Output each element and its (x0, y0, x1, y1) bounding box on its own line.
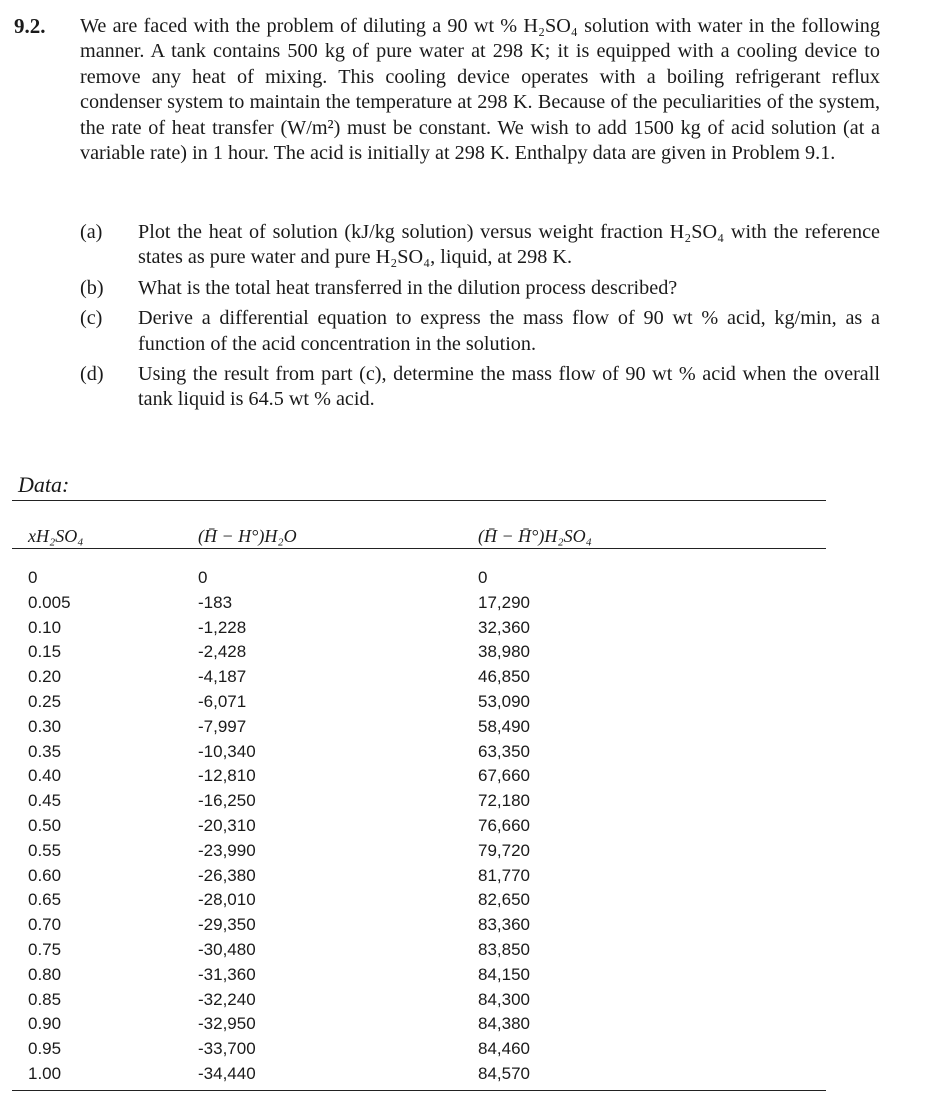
cell-h-h2o: -10,340 (198, 741, 256, 761)
column-h-h2o (198, 566, 256, 1087)
cell-x-h2so4: 0.15 (28, 642, 62, 662)
part-d (80, 362, 880, 413)
part-d-label: (d) (80, 363, 104, 386)
table-top-rule (12, 500, 826, 501)
cell-x-h2so4: 0.70 (28, 915, 62, 935)
cell-x-h2so4: 0.65 (28, 890, 62, 910)
part-a-text: Plot the heat of solution (kJ/kg solution) versus weight fraction H₂SO₄ with the reference states as pure water and pure H₂SO₄, liquid, at 298 K. (138, 221, 880, 269)
cell-x-h2so4: 0.50 (28, 815, 62, 835)
cell-h-h2o: -23,990 (198, 840, 256, 860)
cell-x-h2so4: 0.005 (28, 592, 71, 612)
column-h-h2so4 (478, 566, 530, 1087)
problem-statement (80, 14, 880, 166)
cell-h-h2o: -28,010 (198, 890, 256, 910)
part-c-text: Derive a differential equation to express the mass flow of 90 wt % acid, kg/min, as a function of the acid concentration in the solution. (138, 307, 880, 355)
cell-h-h2so4: 53,090 (478, 691, 530, 711)
cell-h-h2so4: 84,460 (478, 1039, 530, 1059)
cell-h-h2so4: 46,850 (478, 667, 530, 687)
cell-h-h2so4: 38,980 (478, 642, 530, 662)
cell-x-h2so4: 0.75 (28, 939, 62, 959)
cell-h-h2o: -26,380 (198, 865, 256, 885)
cell-x-h2so4: 0.20 (28, 667, 62, 687)
cell-h-h2so4: 58,490 (478, 716, 530, 736)
cell-h-h2so4: 63,350 (478, 741, 530, 761)
cell-x-h2so4: 0.85 (28, 989, 62, 1009)
cell-x-h2so4: 0.30 (28, 716, 62, 736)
cell-h-h2so4: 84,150 (478, 964, 530, 984)
cell-h-h2o: -6,071 (198, 691, 247, 711)
cell-h-h2o: -31,360 (198, 964, 256, 984)
cell-h-h2o: -12,810 (198, 766, 256, 786)
part-c-label: (c) (80, 307, 103, 330)
cell-x-h2so4: 0.35 (28, 741, 62, 761)
problem-statement-text: We are faced with the problem of diluting a 90 wt % H₂SO₄ solution with water in the following manner. A tank contains 500 kg of pure water at 298 K; it is equipped with a cooling device to remove any heat of mixing. This cooling device operates with a boiling refrigerant reflux condenser system to maintain the temperature at 298 K. Because of the peculiarities of the system, the rate of heat transfer (W/m²) must be constant. We wish to add 1500 kg of acid solution (at a variable rate) in 1 hour. The acid is initially at 298 K. Enthalpy data are given in Problem 9.1. (80, 15, 880, 165)
cell-h-h2o: -33,700 (198, 1039, 256, 1059)
table-bottom-rule (12, 1090, 826, 1091)
cell-h-h2so4: 84,300 (478, 989, 530, 1009)
cell-h-h2so4: 76,660 (478, 815, 530, 835)
column-x-h2so4 (28, 566, 71, 1087)
cell-h-h2o: -7,997 (198, 716, 247, 736)
header-h-h2o: (H̄ − H°)H₂O (198, 526, 297, 546)
cell-h-h2so4: 32,360 (478, 617, 530, 637)
header-h-h2so4: (H̄ − H̄°)H₂SO₄ (478, 526, 592, 546)
table-header-rule (12, 548, 826, 549)
cell-h-h2o: -32,240 (198, 989, 256, 1009)
cell-x-h2so4: 0 (28, 568, 38, 587)
cell-x-h2so4: 0.45 (28, 791, 62, 811)
cell-h-h2so4: 84,570 (478, 1063, 530, 1083)
cell-x-h2so4: 0.40 (28, 766, 62, 786)
cell-x-h2so4: 1.00 (28, 1063, 62, 1083)
cell-x-h2so4: 0.95 (28, 1039, 62, 1059)
cell-h-h2so4: 72,180 (478, 791, 530, 811)
cell-h-h2so4: 67,660 (478, 766, 530, 786)
part-b-label: (b) (80, 276, 104, 299)
part-a (80, 220, 880, 271)
cell-h-h2so4: 17,290 (478, 592, 530, 612)
part-b-text: What is the total heat transferred in the dilution process described? (138, 276, 678, 299)
cell-h-h2o: -2,428 (198, 642, 247, 662)
cell-x-h2so4: 0.55 (28, 840, 62, 860)
data-label: Data: (18, 472, 70, 497)
cell-h-h2so4: 0 (478, 568, 488, 587)
part-d-text: Using the result from part (c), determine the mass flow of 90 wt % acid when the overall tank liquid is 64.5 wt % acid. (138, 363, 880, 411)
header-x-h2so4: xH₂SO₄ (28, 526, 84, 546)
cell-h-h2so4: 81,770 (478, 865, 530, 885)
cell-h-h2o: 0 (198, 568, 208, 587)
cell-h-h2o: -4,187 (198, 667, 247, 687)
cell-x-h2so4: 0.80 (28, 964, 62, 984)
cell-h-h2o: -183 (198, 592, 233, 612)
cell-x-h2so4: 0.25 (28, 691, 62, 711)
cell-h-h2o: -30,480 (198, 939, 256, 959)
part-a-label: (a) (80, 221, 103, 243)
cell-h-h2so4: 83,360 (478, 915, 530, 935)
cell-h-h2o: -1,228 (198, 617, 247, 637)
problem-parts (80, 220, 880, 418)
part-c (80, 306, 880, 357)
cell-h-h2so4: 79,720 (478, 840, 530, 860)
cell-h-h2so4: 83,850 (478, 939, 530, 959)
cell-h-h2o: -34,440 (198, 1063, 256, 1083)
cell-h-h2so4: 82,650 (478, 890, 530, 910)
cell-h-h2o: -16,250 (198, 791, 256, 811)
cell-h-h2o: -32,950 (198, 1014, 256, 1034)
cell-x-h2so4: 0.10 (28, 617, 62, 637)
cell-h-h2o: -29,350 (198, 915, 256, 935)
part-b (80, 276, 880, 301)
cell-h-h2o: -20,310 (198, 815, 256, 835)
problem-number: 9.2. (14, 14, 46, 38)
cell-x-h2so4: 0.90 (28, 1014, 62, 1034)
cell-x-h2so4: 0.60 (28, 865, 62, 885)
cell-h-h2so4: 84,380 (478, 1014, 530, 1034)
